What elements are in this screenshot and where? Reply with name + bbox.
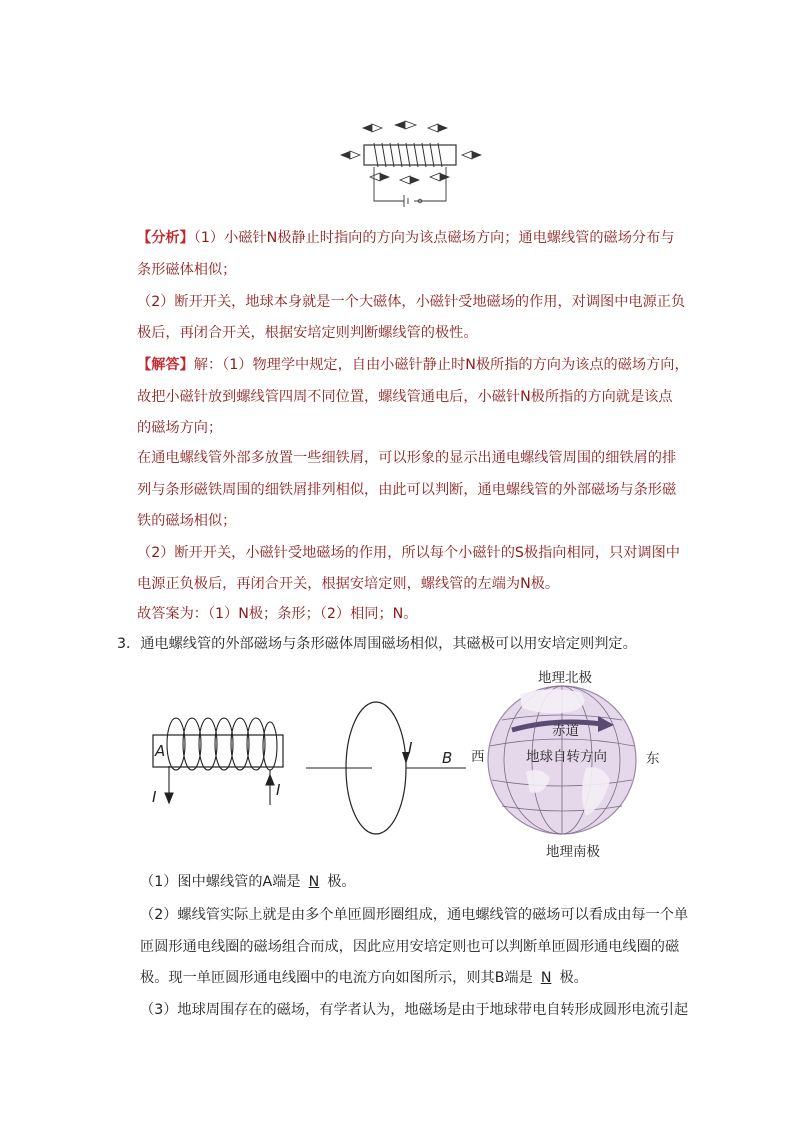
solution-line-6: 铁的磁场相似； <box>137 513 237 529</box>
sub-question-2-line-2: 匝圆形通电线圈的磁场组合而成，因此应用安培定则也可以判断单匝圆形通电线圈的磁 <box>140 939 680 955</box>
solenoid-coils <box>167 718 277 770</box>
globe-north-label: 地理北极 <box>538 670 592 686</box>
label-A: A <box>155 742 166 760</box>
sub-question-2-line-3: 极。现一单匝圆形通电线圈中的电流方向如图所示，则其B端是 N 极。 <box>140 970 588 986</box>
globe-west-label: 西 <box>471 749 485 765</box>
question-3: 3．通电螺线管的外部磁场与条形磁体周围磁场相似，其磁极可以用安培定则判定。 <box>117 636 637 652</box>
solution-line-3: 的磁场方向； <box>137 420 223 436</box>
solenoid-compass-figure <box>330 115 500 215</box>
analysis-tag: 【分析】 <box>137 230 194 246</box>
label-current-loop: I <box>408 739 413 757</box>
sub-question-3: （3）地球周围存在的磁场，有学者认为，地磁场是由于地球带电自转形成圆形电流引起 <box>140 1002 689 1018</box>
circuit-wire <box>374 167 446 207</box>
globe-east-label: 东 <box>646 751 660 767</box>
answer-line: 故答案为：（1）N极；条形；（2）相同；N。 <box>137 606 418 622</box>
compass-needle <box>462 151 482 159</box>
current-wire-right <box>266 770 274 805</box>
question-3-figure <box>140 660 680 865</box>
current-wire-left <box>165 766 173 803</box>
solution-line-8: 电源正负极后，再闭合开关，根据安培定则，螺线管的左端为N极。 <box>137 576 560 592</box>
analysis-line-3: （2）断开开关，地球本身就是一个大磁体，小磁针受地磁场的作用，对调图中电源正负 <box>137 294 686 310</box>
solenoid-core <box>364 145 456 165</box>
compass-needle <box>428 124 448 132</box>
sub-question-1: （1）图中螺线管的A端是 N 极。 <box>140 874 356 890</box>
label-current-left: I <box>152 788 157 806</box>
solution-line-4: 在通电螺线管外部多放置一些细铁屑，可以形象的显示出通电螺线管周围的细铁屑的排 <box>137 450 677 466</box>
solution-tag: 【解答】 <box>137 357 194 373</box>
label-B: B <box>442 749 453 767</box>
solution-line-2: 故把小磁针放到螺线管四周不同位置，螺线管通电后，小磁针N极所指的方向就是该点 <box>137 389 673 405</box>
solution-line-5: 列与条形磁铁周围的细铁屑排列相似，由此可以判断，通电螺线管的外部磁场与条形磁 <box>137 482 677 498</box>
compass-needle <box>340 151 360 159</box>
analysis-line-2: 条形磁体相似； <box>137 262 237 278</box>
compass-needle <box>394 121 416 129</box>
analysis-line-4: 极后，再闭合开关，根据安培定则判断螺线管的极性。 <box>137 325 478 341</box>
compass-needle <box>370 173 390 181</box>
sub-question-2-line-1: （2）螺线管实际上就是由多个单匝圆形圈组成，通电螺线管的磁场可以看成由每一个单 <box>140 907 689 923</box>
answer-blank-1: N <box>308 874 320 890</box>
globe-equator-label: 赤道 <box>552 723 579 739</box>
analysis-line-1: 【分析】（1）小磁针N极静止时指向的方向为该点磁场方向；通电螺线管的磁场分布与 <box>137 230 675 246</box>
compass-needle <box>430 173 450 181</box>
solution-line-7: （2）断开开关，小磁针受地磁场的作用，所以每个小磁针的S极指向相同，只对调图中 <box>137 545 680 561</box>
solution-line-1: 【解答】解：（1）物理学中规定，自由小磁针静止时N极所指的方向为该点的磁场方向， <box>137 357 689 373</box>
globe-south-label: 地理南极 <box>546 844 600 860</box>
label-current-right: I <box>276 781 281 799</box>
compass-needle <box>362 124 382 132</box>
compass-needle <box>400 176 420 184</box>
globe-rotation-label: 地球自转方向 <box>526 749 607 765</box>
answer-blank-2: N <box>540 970 552 986</box>
solenoid-coil <box>374 143 442 167</box>
